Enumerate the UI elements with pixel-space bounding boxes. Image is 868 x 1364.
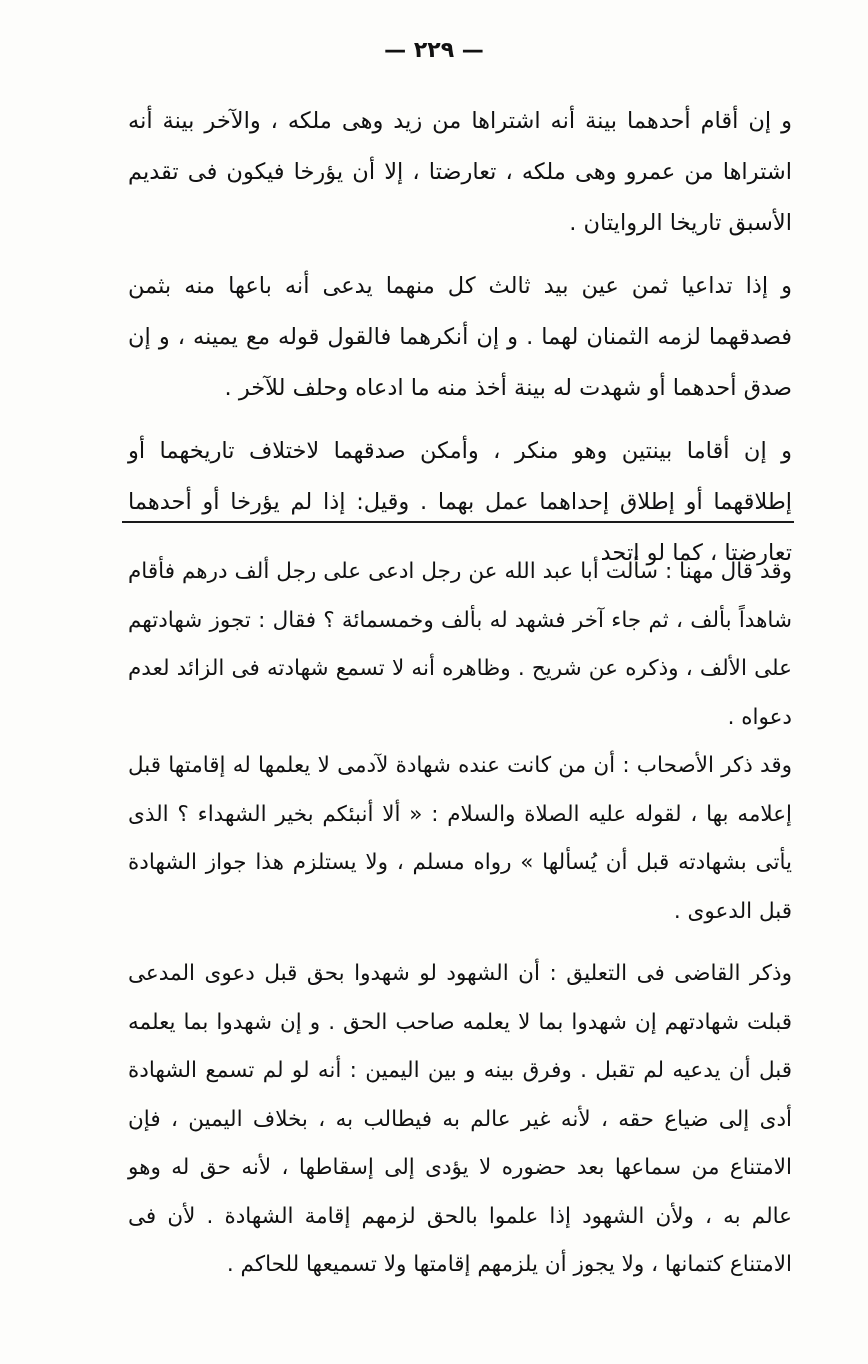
main-paragraph-2: و إذا تداعيا ثمن عين بيد ثالث كل منهما يدعى أنه باعها منه بثمن فصدقهما لزمه الثمنان لهما . و إن أنكرهما فالقول قوله مع يمينه ، و إن صدق أحدهما أو شهدت له بينة أخذ منه ما ادعاه وحلف للآخر . bbox=[128, 273, 792, 401]
commentary-paragraph-1: وقد قال مهنا : سألت أبا عبد الله عن رجل ادعى على رجل ألف درهم فأقام شاهداً بألف ، ثم جاء آخر فشهد له بألف وخمسمائة ؟ فقال : تجوز شهادتهم على الألف ، وذكره عن شريح . وظاهره أنه لا تسمع شهادته فى الزائد لعدم دعواه . bbox=[128, 559, 792, 730]
commentary-paragraph-2: وقد ذكر الأصحاب : أن من كانت عنده شهادة لآدمى لا يعلمها له إقامتها قبل إعلامه بها ، لقوله عليه الصلاة والسلام : « ألا أنبئكم بخير الشهداء ؟ الذى يأتى بشهادته قبل أن يُسألها » رواه مسلم ، ولا يستلزم هذا جواز الشهادة قبل الدعوى . bbox=[128, 753, 792, 924]
commentary-text bbox=[128, 548, 792, 1290]
main-text bbox=[128, 96, 792, 579]
commentary-paragraph-3: وذكر القاضى فى التعليق : أن الشهود لو شهدوا بحق قبل دعوى المدعى قبلت شهادتهم إن شهدوا بما لا يعلمه صاحب الحق . و إن شهدوا بما يعلمه قبل أن يدعيه لم تقبل . وفرق بينه و بين اليمين : أنه لو لم تسمع الشهادة أدى إلى ضياع حقه ، لأنه غير عالم به فيطالب به ، بخلاف اليمين ، فإن الامتناع من سماعها بعد حضوره لا يؤدى إلى إسقاطها ، لأنه حق له وهو عالم به ، ولأن الشهود إذا علموا بالحق لزمهم إقامة الشهادة . لأن فى الامتناع كتمانها ، ولا يجوز أن يلزمهم إقامتها ولا تسميعها للحاكم . bbox=[128, 961, 792, 1277]
footnote-divider bbox=[122, 521, 794, 523]
page-number: — ٢٢٩ — bbox=[384, 38, 484, 63]
main-paragraph-1: و إن أقام أحدهما بينة أنه اشتراها من زيد وهى ملكه ، والآخر بينة أنه اشتراها من عمرو وهى ملكه ، تعارضتا ، إلا أن يؤرخا فيكون فى تقديم الأسبق تاريخا الروايتان . bbox=[128, 108, 792, 236]
main-paragraph-3: و إن أقاما بينتين وهو منكر ، وأمكن صدقهما لاختلاف تاريخهما أو إطلاقهما أو إطلاق إحداهما عمل بهما . وقيل: إذا لم يؤرخا أو أحدهما تعارضتا ، كما لو اتحد bbox=[128, 438, 792, 566]
